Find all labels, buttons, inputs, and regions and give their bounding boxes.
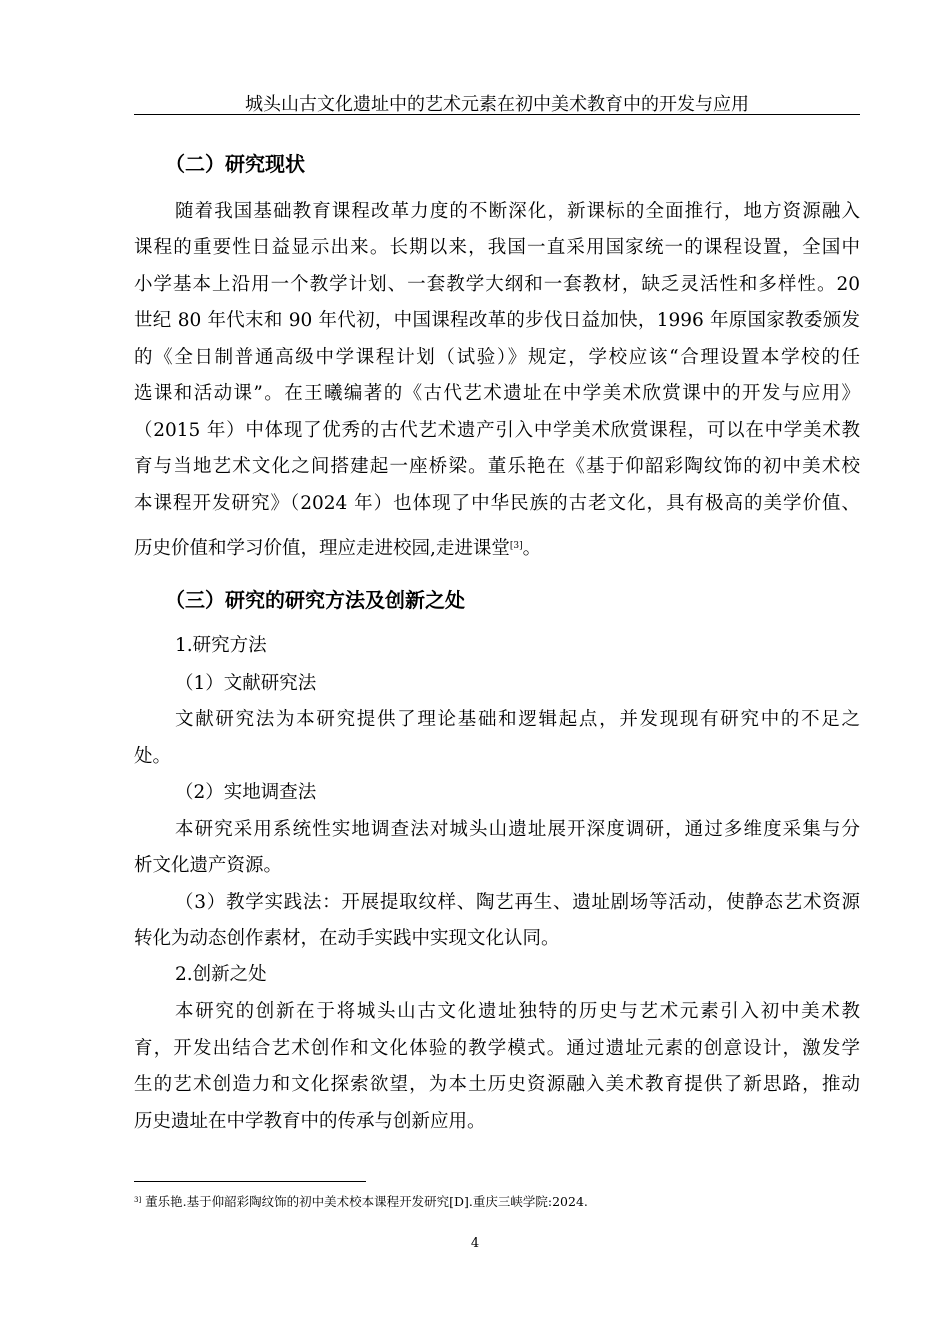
footnote xyxy=(134,1192,588,1210)
footnote-mark: 3] xyxy=(134,1196,142,1204)
paragraph-line: 析文化遗产资源。 xyxy=(134,855,283,876)
paragraph-line: 历史遗址在中学教育中的传承与创新应用。 xyxy=(134,1111,486,1132)
paragraph-line: 生的艺术创造力和文化探索欲望，为本土历史资源融入美术教育提供了新思路，推动 xyxy=(134,1074,860,1095)
paragraph-line: 的《全日制普通高级中学课程计划（试验）》规定，学校应该“合理设置本学校的任 xyxy=(134,347,860,368)
paragraph-line: 小学基本上沿用一个教学计划、一套教学大纲和一套教材，缺乏灵活性和多样性。20 xyxy=(134,274,860,295)
paragraph-line: 育与当地艺术文化之间搭建起一座桥梁。董乐艳在《基于仰韶彩陶纹饰的初中美术校 xyxy=(134,456,860,477)
subheading-innovation: 2.创新之处 xyxy=(175,964,267,985)
paragraph-line: 选课和活动课”。在王曦编著的《古代艺术遗址在中学美术欣赏课中的开发与应用》 xyxy=(134,383,860,404)
page-number: 4 xyxy=(470,1236,480,1251)
running-header: 城头山古文化遗址中的艺术元素在初中美术教育中的开发与应用 xyxy=(245,94,749,115)
subheading-methods: 1.研究方法 xyxy=(175,635,267,656)
paragraph-line xyxy=(134,533,860,562)
paragraph-line: 处。 xyxy=(134,746,172,767)
paragraph-line: （2015 年）中体现了优秀的古代艺术遗产引入中学美术欣赏课程，可以在中学美术教 xyxy=(134,420,860,441)
citation-ref[interactable]: [3] xyxy=(509,541,523,551)
paragraph-line: 育，开发出结合艺术创作和文化体验的教学模式。通过遗址元素的创意设计，激发学 xyxy=(134,1038,860,1059)
paragraph-line: 本研究的创新在于将城头山古文化遗址独特的历史与艺术元素引入初中美术教 xyxy=(175,1001,860,1022)
paragraph-line: （3）教学实践法：开展提取纹样、陶艺再生、遗址剧场等活动，使静态艺术资源 xyxy=(175,892,860,913)
line-end: 。 xyxy=(522,538,542,559)
method-title: （1）文献研究法 xyxy=(175,673,317,694)
paragraph-line: 本研究采用系统性实地调查法对城头山遗址展开深度调研，通过多维度采集与分 xyxy=(175,819,860,840)
header-rule xyxy=(134,114,860,115)
paragraph-line: 文献研究法为本研究提供了理论基础和逻辑起点，并发现现有研究中的不足之 xyxy=(175,709,860,730)
section-heading-methods: （三）研究的研究方法及创新之处 xyxy=(165,588,465,612)
method-title: （2）实地调查法 xyxy=(175,782,317,803)
paragraph-line: 随着我国基础教育课程改革力度的不断深化，新课标的全面推行，地方资源融入 xyxy=(175,201,860,222)
footnote-text: 董乐艳.基于仰韶彩陶纹饰的初中美术校本课程开发研究[D].重庆三峡学院:2024. xyxy=(145,1194,588,1209)
paragraph-line: 本课程开发研究》（2024 年）也体现了中华民族的古老文化，具有极高的美学价值、 xyxy=(134,493,860,514)
line-text: 历史价值和学习价值，理应走进校园,走进课堂 xyxy=(134,538,510,559)
section-heading-status: （二）研究现状 xyxy=(165,152,305,176)
paragraph-line: 课程的重要性日益显示出来。长期以来，我国一直采用国家统一的课程设置，全国中 xyxy=(134,237,860,258)
footnote-separator xyxy=(134,1181,366,1182)
paragraph-line: 世纪 80 年代末和 90 年代初，中国课程改革的步伐日益加快，1996 年原国家教委颁发 xyxy=(134,310,860,331)
paragraph-line: 转化为动态创作素材，在动手实践中实现文化认同。 xyxy=(134,928,560,949)
